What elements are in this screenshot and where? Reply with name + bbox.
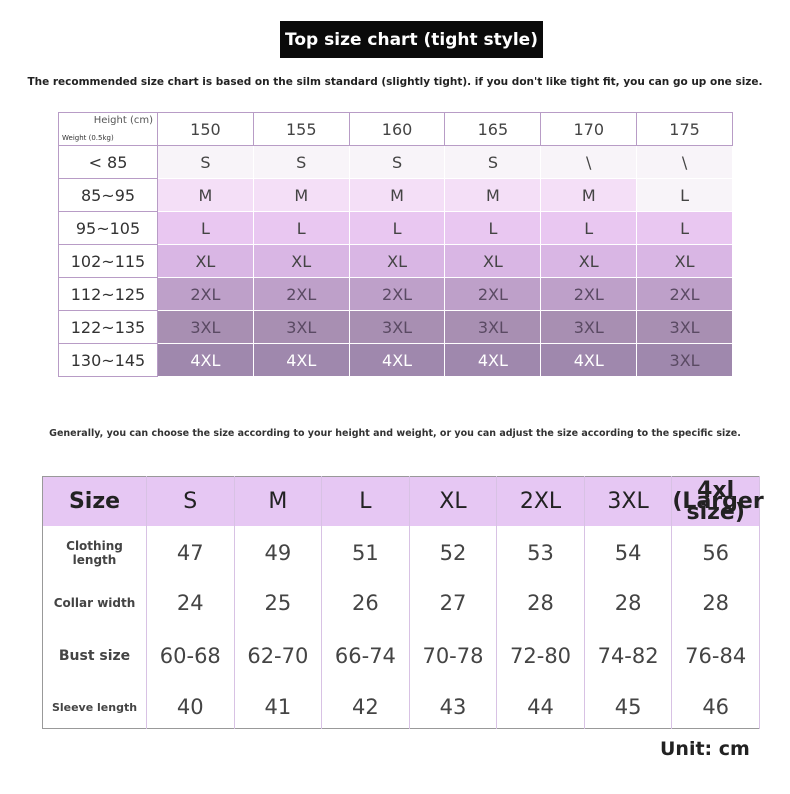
size-cell: \ bbox=[637, 146, 733, 179]
size-cell: 2XL bbox=[541, 278, 637, 311]
size-cell: \ bbox=[541, 146, 637, 179]
measurement-value: 45 bbox=[584, 686, 672, 729]
measurement-value: 76-84 bbox=[672, 626, 760, 686]
size-column-header: L bbox=[322, 477, 410, 527]
size-cell: 4XL bbox=[445, 344, 541, 377]
height-weight-size-table bbox=[58, 112, 733, 377]
weight-axis-label: Weight (0.5kg) bbox=[62, 134, 114, 142]
size-cell: XL bbox=[637, 245, 733, 278]
table-row bbox=[59, 245, 733, 278]
size-column-header: 4xl (Larger size) bbox=[672, 478, 764, 525]
size-cell: XL bbox=[445, 245, 541, 278]
size-cell: 4XL bbox=[541, 344, 637, 377]
size-cell: L bbox=[541, 212, 637, 245]
measurement-value: 72-80 bbox=[497, 626, 585, 686]
measurement-value: 24 bbox=[147, 579, 235, 626]
measurement-value: 27 bbox=[409, 579, 497, 626]
table-row bbox=[59, 146, 733, 179]
measurement-value: 47 bbox=[147, 526, 235, 579]
weight-label: 85~95 bbox=[59, 179, 158, 212]
measurement-label: Sleeve length bbox=[43, 686, 147, 729]
measurement-value: 54 bbox=[584, 526, 672, 579]
size-cell: 2XL bbox=[158, 278, 254, 311]
size-cell: 3XL bbox=[253, 311, 349, 344]
size-cell: 3XL bbox=[349, 311, 445, 344]
header-row bbox=[59, 113, 733, 146]
size-cell: 2XL bbox=[253, 278, 349, 311]
height-header: 160 bbox=[349, 113, 445, 146]
size-cell: 3XL bbox=[637, 344, 733, 377]
size-cell: M bbox=[253, 179, 349, 212]
measurement-row bbox=[43, 626, 760, 686]
measurement-value: 56 bbox=[672, 526, 760, 579]
measurement-row bbox=[43, 526, 760, 579]
size-cell: XL bbox=[253, 245, 349, 278]
measurement-value: 51 bbox=[322, 526, 410, 579]
recommendation-note: The recommended size chart is based on the silm standard (slightly tight). if you don't like tight fit, you can go up one size. bbox=[27, 76, 763, 88]
size-column-header: XL bbox=[409, 477, 497, 527]
height-header: 155 bbox=[253, 113, 349, 146]
measurement-value: 25 bbox=[234, 579, 322, 626]
size-cell: L bbox=[349, 212, 445, 245]
measurement-label: Bust size bbox=[43, 626, 147, 686]
measurement-value: 44 bbox=[497, 686, 585, 729]
size-cell: 3XL bbox=[445, 311, 541, 344]
measurement-value: 70-78 bbox=[409, 626, 497, 686]
size-cell: S bbox=[158, 146, 254, 179]
measurement-value: 60-68 bbox=[147, 626, 235, 686]
measurement-value: 46 bbox=[672, 686, 760, 729]
measurement-value: 52 bbox=[409, 526, 497, 579]
measurement-value: 42 bbox=[322, 686, 410, 729]
size-cell: S bbox=[349, 146, 445, 179]
table-row bbox=[59, 344, 733, 377]
measurement-value: 62-70 bbox=[234, 626, 322, 686]
weight-label: 112~125 bbox=[59, 278, 158, 311]
size-cell: XL bbox=[349, 245, 445, 278]
measurement-label: Collar width bbox=[43, 579, 147, 626]
weight-label: < 85 bbox=[59, 146, 158, 179]
measurement-value: 74-82 bbox=[584, 626, 672, 686]
weight-label: 122~135 bbox=[59, 311, 158, 344]
size-cell: S bbox=[253, 146, 349, 179]
size-cell: 2XL bbox=[637, 278, 733, 311]
measurement-value: 28 bbox=[497, 579, 585, 626]
weight-label: 95~105 bbox=[59, 212, 158, 245]
size-cell: L bbox=[253, 212, 349, 245]
weight-label: 130~145 bbox=[59, 344, 158, 377]
size-column-header: 2XL bbox=[497, 477, 585, 527]
size-cell: 4XL bbox=[158, 344, 254, 377]
size-cell: S bbox=[445, 146, 541, 179]
size-column-header: M bbox=[234, 477, 322, 527]
measurement-value: 41 bbox=[234, 686, 322, 729]
size-header: Size bbox=[43, 477, 147, 527]
size-cell: 2XL bbox=[445, 278, 541, 311]
size-column-header: 3XL bbox=[584, 477, 672, 527]
size-column-header: S bbox=[147, 477, 235, 527]
size-cell: M bbox=[349, 179, 445, 212]
size-cell: 3XL bbox=[158, 311, 254, 344]
measurement-value: 66-74 bbox=[322, 626, 410, 686]
measurement-table bbox=[42, 476, 764, 729]
size-cell: XL bbox=[158, 245, 254, 278]
size-cell: 4XL bbox=[253, 344, 349, 377]
size-cell: 3XL bbox=[541, 311, 637, 344]
measurement-row bbox=[43, 579, 760, 626]
height-header: 170 bbox=[541, 113, 637, 146]
measurement-value: 28 bbox=[584, 579, 672, 626]
unit-label: Unit: cm bbox=[660, 738, 750, 760]
size-cell: XL bbox=[541, 245, 637, 278]
guidance-note: Generally, you can choose the size according to your height and weight, or you can adjust the size according to the specific size. bbox=[49, 428, 741, 439]
weight-label: 102~115 bbox=[59, 245, 158, 278]
measurement-value: 49 bbox=[234, 526, 322, 579]
size-cell: L bbox=[158, 212, 254, 245]
measurement-row bbox=[43, 686, 760, 729]
size-cell: M bbox=[541, 179, 637, 212]
table-row bbox=[59, 311, 733, 344]
height-header: 150 bbox=[158, 113, 254, 146]
measurement-value: 43 bbox=[409, 686, 497, 729]
height-header: 165 bbox=[445, 113, 541, 146]
height-axis-label: Height (cm) bbox=[93, 115, 153, 126]
measurement-label: Clothing length bbox=[43, 526, 147, 579]
chart-title: Top size chart (tight style) bbox=[280, 21, 543, 58]
height-header: 175 bbox=[637, 113, 733, 146]
measurement-value: 26 bbox=[322, 579, 410, 626]
size-cell: 3XL bbox=[637, 311, 733, 344]
table-row bbox=[59, 212, 733, 245]
header-row bbox=[43, 477, 760, 527]
corner-cell bbox=[59, 113, 158, 146]
table-row bbox=[59, 278, 733, 311]
table-row bbox=[59, 179, 733, 212]
measurement-value: 28 bbox=[672, 579, 760, 626]
size-cell: M bbox=[158, 179, 254, 212]
measurement-value: 40 bbox=[147, 686, 235, 729]
size-cell: 4XL bbox=[349, 344, 445, 377]
size-cell: L bbox=[637, 212, 733, 245]
measurement-value: 53 bbox=[497, 526, 585, 579]
size-cell: 2XL bbox=[349, 278, 445, 311]
size-cell: L bbox=[445, 212, 541, 245]
size-cell: M bbox=[445, 179, 541, 212]
size-cell: L bbox=[637, 179, 733, 212]
